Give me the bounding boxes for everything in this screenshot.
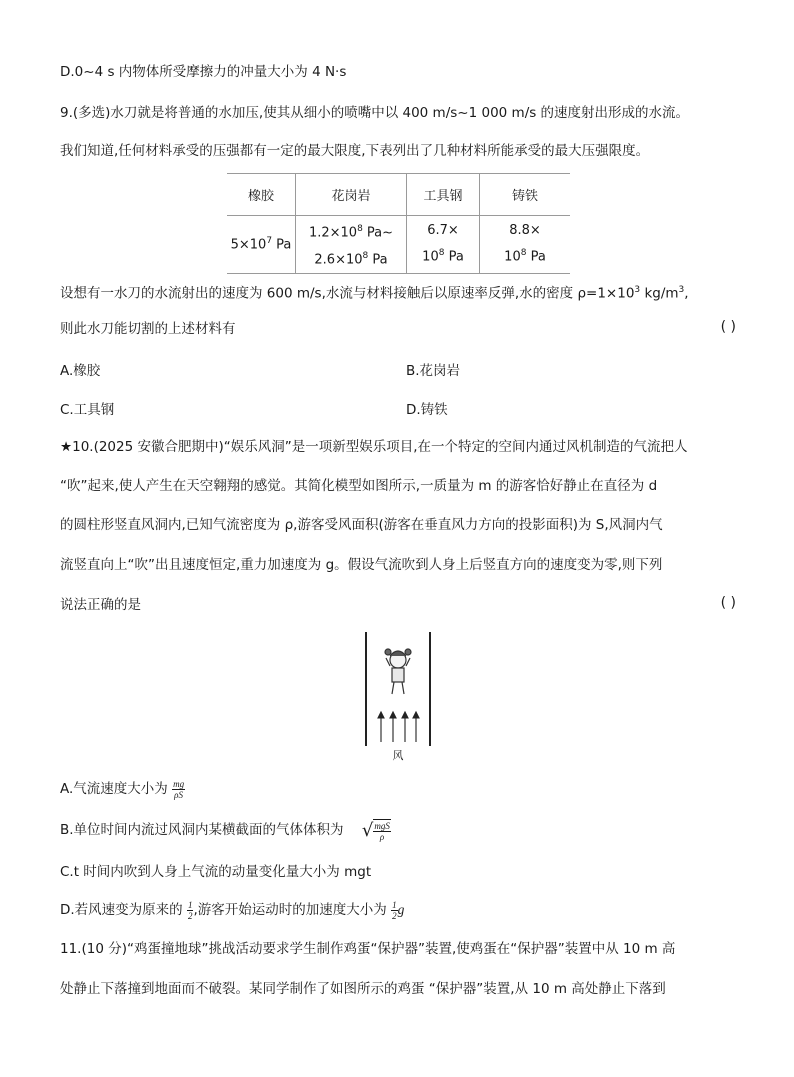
q9-answer-bracket: ( ): [720, 319, 736, 335]
q10-option-d: D.若风速变为原来的 $\frac{1}{2}$ ,游客开始运动时的加速度大小为 $\frac{1}{2}$ g: [60, 899, 405, 921]
wind-tunnel-figure: [350, 630, 440, 765]
q9-option-c: C.工具钢: [60, 402, 115, 418]
q10-answer-bracket: ( ): [720, 595, 736, 611]
wind-tunnel-drawing: [350, 630, 440, 765]
q10-stem-line3: 的圆柱形竖直风洞内,已知气流密度为 ρ,游客受风面积(游客在垂直风力方向的投影面积)为 S,风洞内气: [60, 517, 663, 533]
q9-option-d: D.铸铁: [406, 402, 448, 418]
q9-stem-line1: 9.(多选)水刀就是将普通的水加压,使其从细小的喷嘴中以 400 m/s~1 000 m/s 的速度射出形成的水流。: [60, 105, 690, 121]
q11-stem-line1: 11.(10 分)“鸡蛋撞地球”挑战活动要求学生制作鸡蛋“保护器”装置,使鸡蛋在“保护器”装置中从 10 m 高: [60, 941, 676, 957]
table-header-rubber: 橡胶: [227, 174, 296, 216]
figure-label-wind: 风: [392, 749, 404, 762]
tourist-figure: [385, 649, 411, 694]
table-header-granite: 花岗岩: [296, 174, 407, 216]
q9-stem-line4: 则此水刀能切割的上述材料有: [60, 321, 236, 337]
q9-stem-line3: 设想有一水刀的水流射出的速度为 600 m/s,水流与材料接触后以原速率反弹,水的密度 $\rho=1\times 10^3$ $kg/m^3$,: [60, 285, 689, 302]
q10-option-a: A.气流速度大小为 $\frac{mg}{\rho S}$: [60, 778, 185, 800]
table-cell-rubber: $5\times 10^7$ Pa: [227, 216, 296, 274]
table-cell-steel: 6.7× $10^8$ Pa: [407, 216, 480, 274]
sqrt-expression: √ $\frac{\text{mgS}}{\rho}$: [361, 819, 390, 842]
q10-option-c: C.t 时间内吹到人身上气流的动量变化量大小为 mgt: [60, 864, 372, 880]
airflow-arrows: [378, 712, 419, 742]
table-cell-iron: 8.8× $10^8$ Pa: [480, 216, 571, 274]
q10-stem-line4: 流竖直向上“吹”出且速度恒定,重力加速度为 g。假设气流吹到人身上后竖直方向的速度变为零,则下列: [60, 557, 663, 573]
q10-stem-line2: “吹”起来,使人产生在天空翱翔的感觉。其简化模型如图所示,一质量为 m 的游客恰好静止在直径为 d: [60, 478, 658, 494]
q9-stem-line2: 我们知道,任何材料承受的压强都有一定的最大限度,下表列出了几种材料所能承受的最大压强限度。: [60, 143, 650, 159]
table-header-steel: 工具钢: [407, 174, 480, 216]
table-header-iron: 铸铁: [480, 174, 571, 216]
table-cell-granite: $1.2\times 10^8$ Pa~ $2.6\times 10^8$ Pa: [296, 216, 407, 274]
q9-option-a: A.橡胶: [60, 363, 101, 379]
q9-option-b: B.花岗岩: [406, 363, 461, 379]
q10-stem-line1: ★10.(2025 安徽合肥期中)“娱乐风洞”是一项新型娱乐项目,在一个特定的空间内通过风机制造的气流把人: [60, 439, 688, 455]
material-pressure-table: [227, 173, 570, 274]
q10-stem-line5: 说法正确的是: [60, 597, 141, 613]
q10-option-b: B.单位时间内流过风洞内某横截面的气体体积为 √ $\frac{\text{mgS}}{\rho}$: [60, 819, 390, 842]
q8-option-d: D.0~4 s 内物体所受摩擦力的冲量大小为 4 N·s: [60, 64, 347, 80]
q11-stem-line2: 处静止下落撞到地面而不破裂。某同学制作了如图所示的鸡蛋 “保护器”装置,从 10 m 高处静止下落到: [60, 981, 666, 997]
